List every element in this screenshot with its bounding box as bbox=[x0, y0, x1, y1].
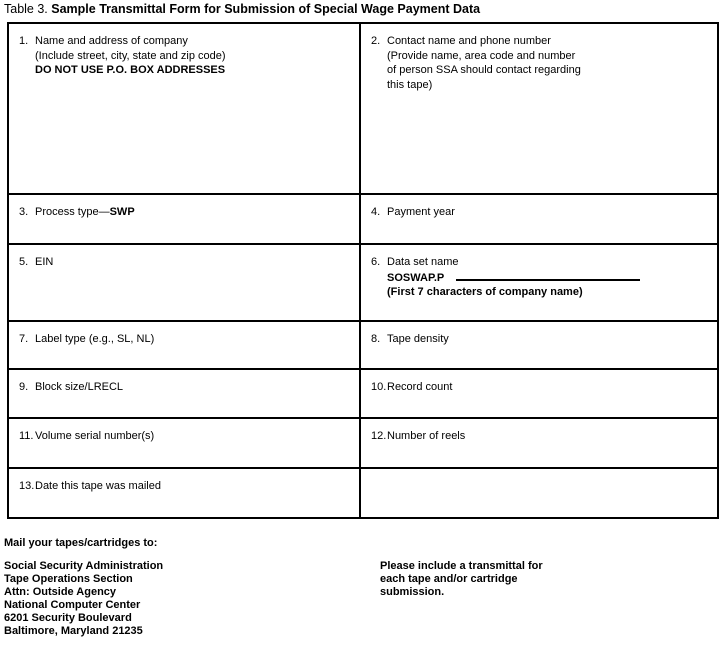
cell-number: 11. bbox=[19, 430, 34, 442]
address-line: Baltimore, Maryland 21235 bbox=[4, 625, 143, 637]
cell-number: 13. bbox=[19, 480, 35, 492]
cell-number: 2. bbox=[371, 35, 381, 47]
transmittal-note-block bbox=[380, 560, 543, 599]
cell-date-mailed bbox=[9, 469, 361, 517]
note-line: submission. bbox=[380, 586, 445, 598]
cell-sublabel: of person SSA should contact regarding bbox=[387, 64, 581, 76]
cell-number: 5. bbox=[19, 256, 29, 268]
cell-number: 6. bbox=[371, 256, 381, 268]
address-line: 6201 Security Boulevard bbox=[4, 612, 132, 624]
cell-sublabel: (Include street, city, state and zip code) bbox=[35, 49, 226, 62]
address-line: Attn: Outside Agency bbox=[4, 586, 117, 598]
cell-label: EIN bbox=[35, 256, 54, 268]
transmittal-form-table bbox=[7, 22, 719, 519]
cell-label: Payment year bbox=[387, 206, 455, 218]
address-line: National Computer Center bbox=[4, 599, 141, 611]
cell-number: 1. bbox=[19, 35, 29, 47]
cell-label bbox=[35, 205, 351, 220]
cell-empty bbox=[361, 469, 717, 517]
cell-ein bbox=[9, 245, 361, 322]
cell-name-address bbox=[9, 24, 361, 195]
dataset-hint: (First 7 characters of company name) bbox=[387, 286, 583, 298]
cell-sublabel: this tape) bbox=[387, 78, 433, 91]
cell-contact bbox=[361, 24, 717, 195]
cell-record-count bbox=[361, 370, 717, 419]
process-type-value: SWP bbox=[109, 206, 135, 218]
note-line: each tape and/or cartridge bbox=[380, 573, 518, 585]
cell-process-type bbox=[9, 195, 361, 245]
cell-number: 4. bbox=[371, 206, 381, 218]
cell-number: 7. bbox=[19, 333, 29, 345]
page-title bbox=[4, 2, 480, 16]
cell-label: Number of reels bbox=[387, 430, 466, 442]
cell-number: 12. bbox=[371, 430, 387, 442]
cell-block-size bbox=[9, 370, 361, 419]
cell-warning: DO NOT USE P.O. BOX ADDRESSES bbox=[35, 64, 226, 76]
cell-label: Block size/LRECL bbox=[35, 381, 124, 393]
cell-label-type bbox=[9, 322, 361, 370]
address-line: Social Security Administration bbox=[4, 560, 164, 572]
cell-number: 9. bbox=[19, 381, 29, 393]
dataset-line bbox=[387, 270, 709, 286]
cell-number: 8. bbox=[371, 333, 381, 345]
mailing-address-block bbox=[4, 560, 163, 638]
cell-data-set-name bbox=[361, 245, 717, 322]
cell-label: Date this tape was mailed bbox=[35, 480, 161, 492]
dataset-prefix: SOSWAP.P bbox=[387, 271, 445, 284]
mail-instructions-heading: Mail your tapes/cartridges to: bbox=[4, 537, 158, 549]
dataset-blank-line bbox=[456, 270, 640, 281]
cell-label: Label type (e.g., SL, NL) bbox=[35, 333, 155, 345]
title-prefix: Table 3. bbox=[4, 2, 52, 16]
cell-payment-year bbox=[361, 195, 717, 245]
process-type-text: Process type— bbox=[35, 206, 110, 218]
cell-volume-serial bbox=[9, 419, 361, 469]
cell-tape-density bbox=[361, 322, 717, 370]
cell-label: Volume serial number(s) bbox=[35, 430, 155, 442]
address-line: Tape Operations Section bbox=[4, 573, 133, 585]
cell-number: 10. bbox=[371, 381, 387, 393]
cell-number: 3. bbox=[19, 206, 29, 218]
cell-label: Data set name bbox=[387, 256, 459, 268]
note-line: Please include a transmittal for bbox=[380, 560, 543, 572]
cell-number-of-reels bbox=[361, 419, 717, 469]
cell-label: Record count bbox=[387, 381, 453, 393]
cell-sublabel: (Provide name, area code and number bbox=[387, 49, 576, 62]
cell-label: Name and address of company bbox=[35, 35, 188, 47]
cell-label: Tape density bbox=[387, 333, 449, 345]
title-main: Sample Transmittal Form for Submission of Special Wage Payment Data bbox=[51, 2, 481, 16]
cell-label: Contact name and phone number bbox=[387, 35, 551, 47]
